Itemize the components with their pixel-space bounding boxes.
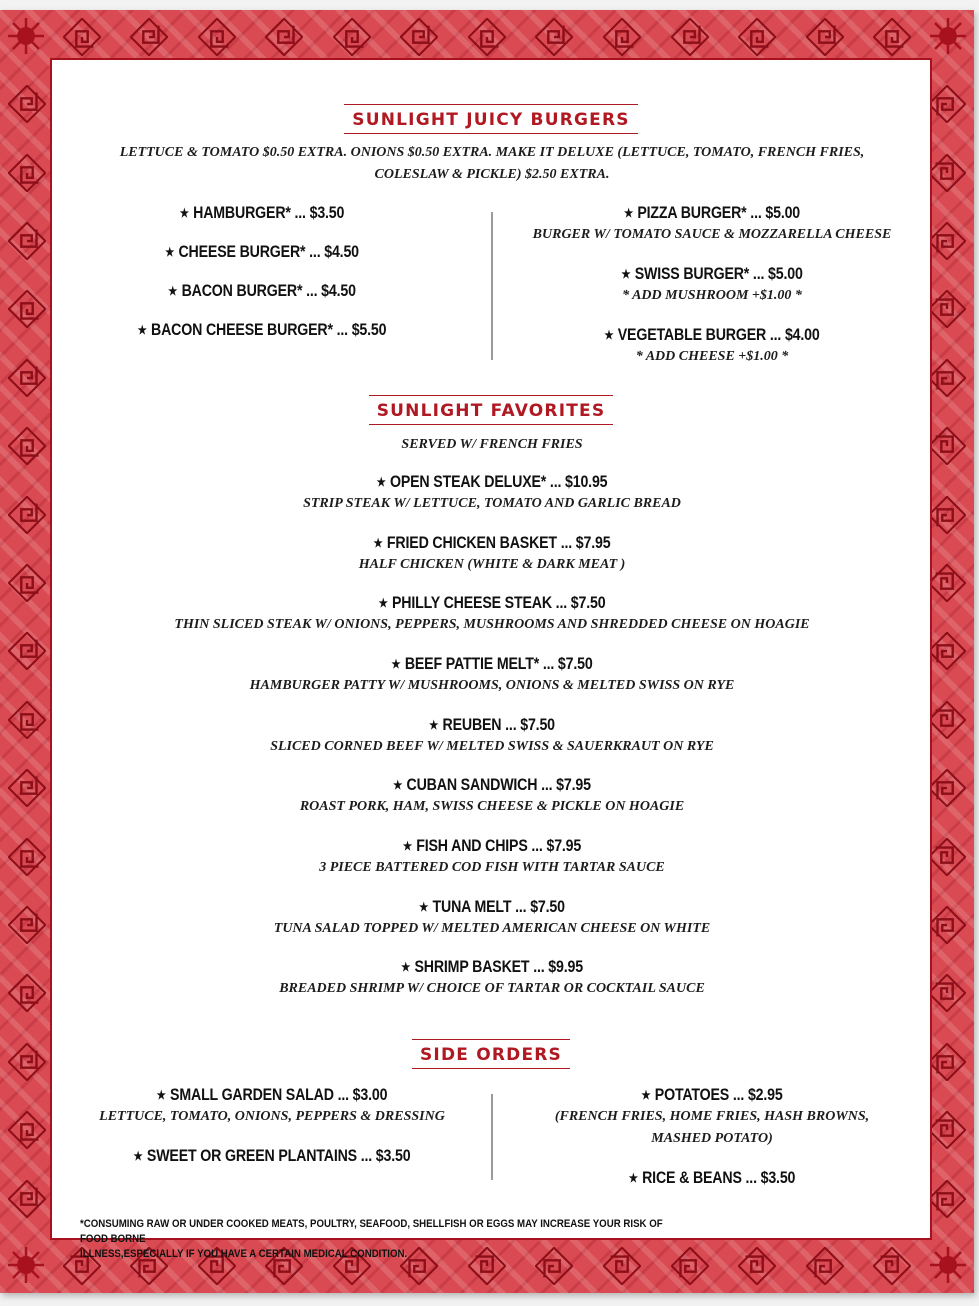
spiral-icon xyxy=(8,154,46,192)
star-icon: ★ xyxy=(628,1171,638,1185)
star-icon: ★ xyxy=(376,475,386,489)
spiral-icon xyxy=(928,1180,966,1218)
spiral-icon xyxy=(333,18,371,56)
spiral-icon xyxy=(928,222,966,260)
spiral-icon xyxy=(928,906,966,944)
star-icon: ★ xyxy=(393,778,403,792)
star-icon: ★ xyxy=(623,206,634,220)
spiral-icon xyxy=(928,359,966,397)
menu-item-cheese-burger: ★ CHEESE BURGER* ... $4.50 xyxy=(165,243,359,261)
spiral-icon xyxy=(928,1111,966,1149)
star-icon: ★ xyxy=(378,596,388,610)
menu-item-philly-cheese-steak: ★ PHILLY CHEESE STEAK ... $7.50 THIN SLICED STEAK W/ ONIONS, PEPPERS, MUSHROOMS AND SHREDDED CHEESE ON HOAGIE xyxy=(174,594,810,632)
spiral-icon xyxy=(928,290,966,328)
spiral-icon xyxy=(63,18,101,56)
menu-item-reuben: ★ REUBEN ... $7.50 SLICED CORNED BEEF W/ MELTED SWISS & SAUERKRAUT ON RYE xyxy=(270,716,714,754)
star-icon: ★ xyxy=(429,718,439,732)
burgers-title: SUNLIGHT JUICY BURGERS xyxy=(344,104,637,134)
border-left xyxy=(4,70,50,1233)
column-divider xyxy=(491,1094,493,1180)
menu-item-rice-and-beans: ★ RICE & BEANS ... $3.50 xyxy=(628,1169,796,1187)
spiral-icon xyxy=(8,359,46,397)
star-icon: ★ xyxy=(391,657,401,671)
menu-item-swiss-burger: ★ SWISS BURGER* ... $5.00 * ADD MUSHROOM +$1.00 * xyxy=(621,265,803,303)
column-divider xyxy=(491,212,493,360)
favorites-title: SUNLIGHT FAVORITES xyxy=(369,395,614,425)
sides-title: SIDE ORDERS xyxy=(412,1039,570,1069)
sides-section-title xyxy=(52,1039,930,1069)
spiral-icon xyxy=(671,18,709,56)
spiral-icon xyxy=(468,18,506,56)
spiral-icon xyxy=(8,427,46,465)
spiral-icon xyxy=(928,632,966,670)
star-icon: ★ xyxy=(373,536,383,550)
border-top xyxy=(48,14,926,60)
spiral-icon xyxy=(738,1247,776,1285)
spiral-icon xyxy=(928,154,966,192)
spiral-icon xyxy=(265,18,303,56)
spiral-icon xyxy=(928,701,966,739)
spiral-icon xyxy=(535,18,573,56)
spiral-icon xyxy=(8,496,46,534)
spiral-icon xyxy=(8,1111,46,1149)
menu-item-hamburger: ★ HAMBURGER* ... $3.50 xyxy=(179,204,345,222)
star-icon: ★ xyxy=(621,267,631,281)
burgers-extras-note: LETTUCE & TOMATO $0.50 EXTRA. ONIONS $0.50 EXTRA. MAKE IT DELUXE (LETTUCE, TOMATO, FRENCH FRIES, COLESLAW & PICKLE) $2.50 EXTRA. xyxy=(119,145,865,182)
favorites-section-title xyxy=(52,395,930,425)
spiral-icon xyxy=(8,974,46,1012)
spiral-icon xyxy=(130,18,168,56)
star-icon: ★ xyxy=(179,206,189,220)
spiral-icon xyxy=(928,427,966,465)
spiral-icon xyxy=(928,564,966,602)
spiral-icon xyxy=(8,222,46,260)
menu-item-shrimp-basket: ★ SHRIMP BASKET ... $9.95 BREADED SHRIMP W/ CHOICE OF TARTAR OR COCKTAIL SAUCE xyxy=(279,958,705,996)
star-icon: ★ xyxy=(168,284,178,298)
star-icon: ★ xyxy=(402,839,412,853)
star-icon: ★ xyxy=(401,960,411,974)
spiral-icon xyxy=(928,85,966,123)
star-icon: ★ xyxy=(419,900,429,914)
menu-content xyxy=(50,58,932,1260)
spiral-icon xyxy=(8,906,46,944)
spiral-icon xyxy=(928,496,966,534)
sun-icon xyxy=(4,14,48,58)
spiral-icon xyxy=(198,18,236,56)
spiral-icon xyxy=(603,18,641,56)
spiral-icon xyxy=(400,18,438,56)
menu-page xyxy=(0,10,974,1293)
spiral-icon xyxy=(873,1247,911,1285)
food-safety-disclaimer: *CONSUMING RAW OR UNDER COOKED MEATS, POULTRY, SEAFOOD, SHELLFISH OR EGGS MAY INCREASE YOUR RISK OF FOOD BORNE ILLNESS,ESPECIALLY IF YOU HAVE A CERTAIN MEDICAL CONDITION. xyxy=(80,1218,663,1260)
burgers-section-title xyxy=(52,104,930,134)
spiral-icon xyxy=(8,1043,46,1081)
spiral-icon xyxy=(873,18,911,56)
spiral-icon xyxy=(8,1180,46,1218)
spiral-icon xyxy=(8,290,46,328)
menu-item-open-steak-deluxe: ★ OPEN STEAK DELUXE* ... $10.95 STRIP STEAK W/ LETTUCE, TOMATO AND GARLIC BREAD xyxy=(303,473,681,511)
menu-item-vegetable-burger: ★ VEGETABLE BURGER ... $4.00 * ADD CHEESE +$1.00 * xyxy=(604,326,820,364)
spiral-icon xyxy=(8,85,46,123)
sun-icon xyxy=(926,14,970,58)
menu-item-bacon-cheese-burger: ★ BACON CHEESE BURGER* ... $5.50 xyxy=(137,321,387,339)
spiral-icon xyxy=(928,838,966,876)
star-icon: ★ xyxy=(165,245,175,259)
menu-item-fried-chicken-basket: ★ FRIED CHICKEN BASKET ... $7.95 HALF CHICKEN (WHITE & DARK MEAT ) xyxy=(358,534,626,572)
spiral-icon xyxy=(928,974,966,1012)
star-icon: ★ xyxy=(156,1088,166,1102)
menu-item-potatoes: ★ POTATOES ... $2.95 (FRENCH FRIES, HOME FRIES, HASH BROWNS, MASHED POTATO) xyxy=(554,1086,870,1146)
spiral-icon xyxy=(806,18,844,56)
menu-item-tuna-melt: ★ TUNA MELT ... $7.50 TUNA SALAD TOPPED W/ MELTED AMERICAN CHEESE ON WHITE xyxy=(273,898,711,936)
favorites-note: SERVED W/ FRENCH FRIES xyxy=(401,437,583,452)
spiral-icon xyxy=(8,701,46,739)
spiral-icon xyxy=(8,838,46,876)
spiral-icon xyxy=(8,632,46,670)
menu-item-beef-pattie-melt: ★ BEEF PATTIE MELT* ... $7.50 HAMBURGER PATTY W/ MUSHROOMS, ONIONS & MELTED SWISS ON RYE xyxy=(249,655,735,693)
sun-icon xyxy=(926,1243,970,1287)
menu-item-fish-and-chips: ★ FISH AND CHIPS ... $7.95 3 PIECE BATTERED COD FISH WITH TARTAR SAUCE xyxy=(319,837,665,875)
spiral-icon xyxy=(928,1043,966,1081)
spiral-icon xyxy=(806,1247,844,1285)
star-icon: ★ xyxy=(133,1149,143,1163)
menu-item-pizza-burger: ★ PIZZA BURGER* ... $5.00 BURGER W/ TOMATO SAUCE & MOZZARELLA CHEESE xyxy=(532,204,892,242)
sun-icon xyxy=(4,1243,48,1287)
spiral-icon xyxy=(928,769,966,807)
star-icon: ★ xyxy=(604,328,614,342)
menu-item-small-garden-salad: ★ SMALL GARDEN SALAD ... $3.00 LETTUCE, TOMATO, ONIONS, PEPPERS & DRESSING xyxy=(99,1086,445,1124)
menu-item-cuban-sandwich: ★ CUBAN SANDWICH ... $7.95 ROAST PORK, HAM, SWISS CHEESE & PICKLE ON HOAGIE xyxy=(299,776,685,814)
star-icon: ★ xyxy=(137,323,147,337)
star-icon: ★ xyxy=(641,1088,651,1102)
menu-item-plantains: ★ SWEET OR GREEN PLANTAINS ... $3.50 xyxy=(133,1147,411,1165)
spiral-icon xyxy=(8,564,46,602)
spiral-icon xyxy=(8,769,46,807)
menu-item-bacon-burger: ★ BACON BURGER* ... $4.50 xyxy=(168,282,356,300)
spiral-icon xyxy=(738,18,776,56)
